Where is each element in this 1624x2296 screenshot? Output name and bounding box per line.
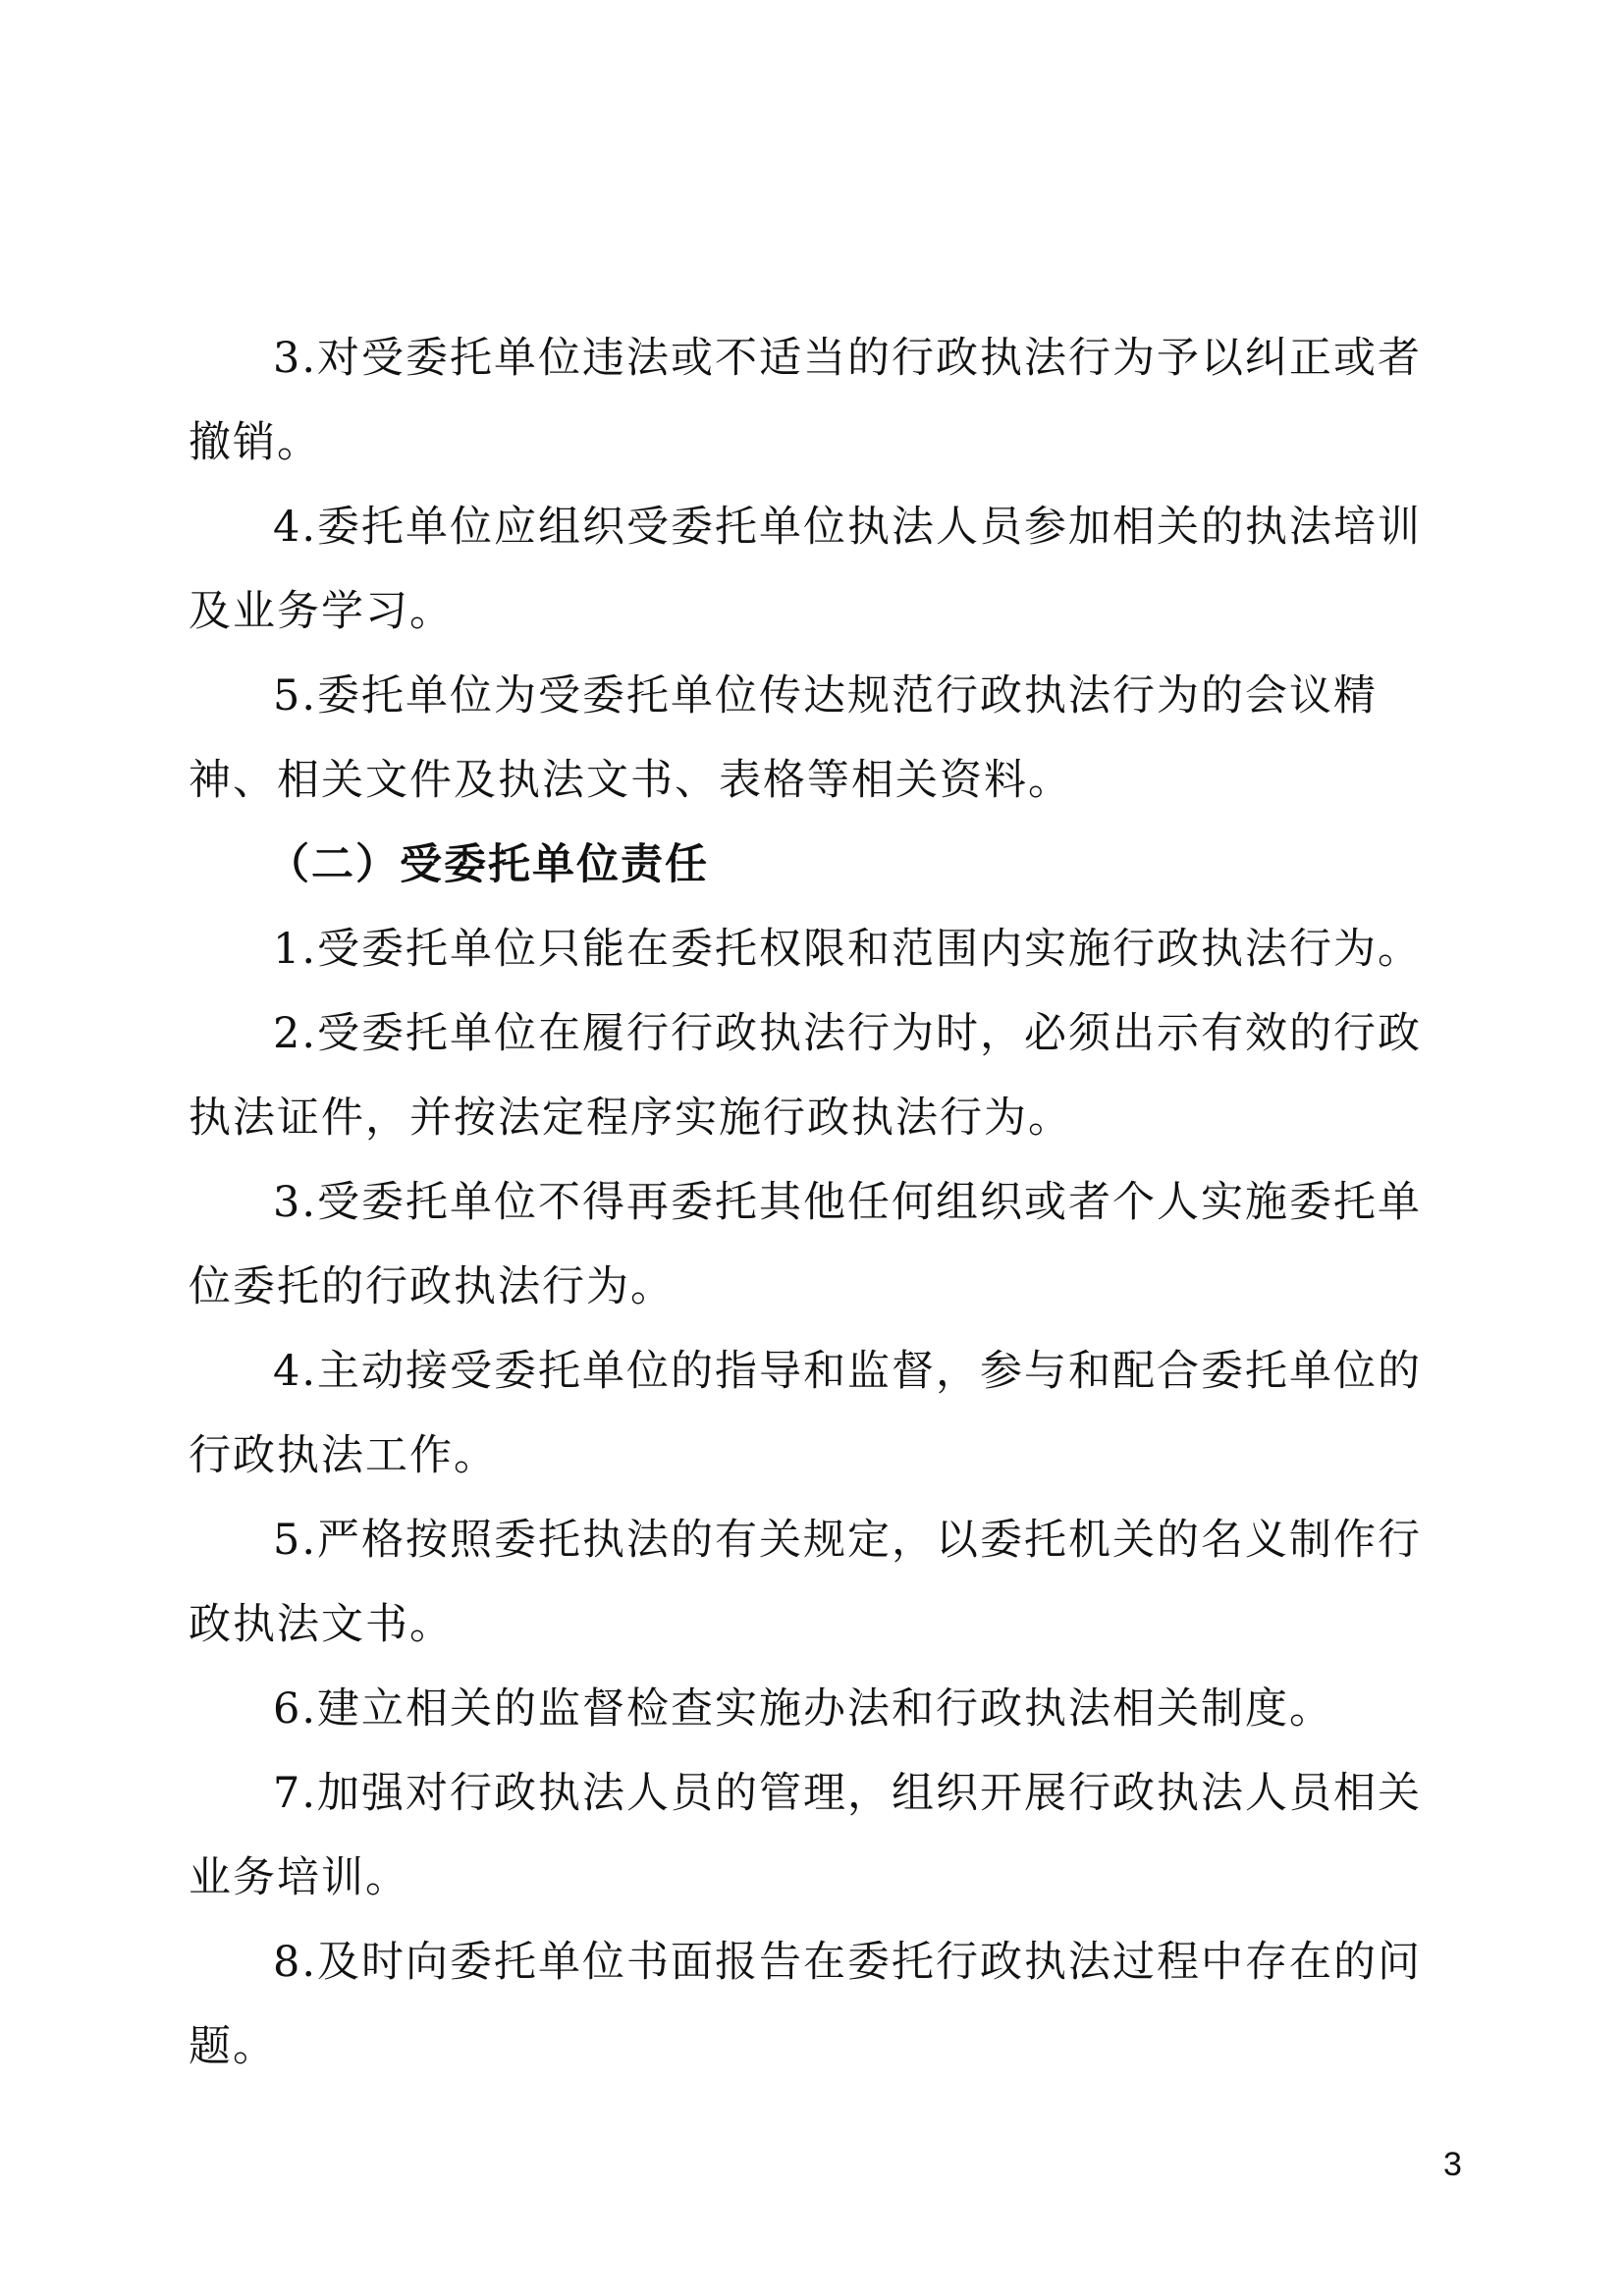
paragraph-entrusted-3: 3.受委托单位不得再委托其他任何组织或者个人实施委托单位委托的行政执法行为。 [189, 1178, 1423, 1311]
paragraph-entrusted-7: 7.加强对行政执法人员的管理，组织开展行政执法人员相关业务培训。 [189, 1769, 1423, 1902]
paragraph-entrusted-8: 8.及时向委托单位书面报告在委托行政执法过程中存在的问题。 [189, 1938, 1423, 2071]
paragraph-committer-5: 5.委托单位为受委托单位传达规范行政执法行为的会议精神、相关文件及执法文书、表格等相关资料。 [189, 671, 1379, 805]
paragraph-committer-3: 3.对受委托单位违法或不适当的行政执法行为予以纠正或者撤销。 [189, 334, 1423, 467]
paragraph-entrusted-2: 2.受委托单位在履行行政执法行为时，必须出示有效的行政执法证件，并按法定程序实施行政执法行为。 [189, 1009, 1423, 1143]
paragraph-entrusted-6: 6.建立相关的监督检查实施办法和行政执法相关制度。 [273, 1684, 1334, 1734]
document-body [189, 316, 1465, 2089]
paragraph-entrusted-1: 1.受委托单位只能在委托权限和范围内实施行政执法行为。 [273, 925, 1423, 974]
page-number: 3 [1443, 2146, 1462, 2183]
paragraph-entrusted-4: 4.主动接受委托单位的指导和监督，参与和配合委托单位的行政执法工作。 [189, 1347, 1423, 1480]
paragraph-committer-4: 4.委托单位应组织受委托单位执法人员参加相关的执法培训及业务学习。 [189, 503, 1423, 636]
paragraph-entrusted-5: 5.严格按照委托执法的有关规定，以委托机关的名义制作行政执法文书。 [189, 1516, 1423, 1649]
section-heading-entrusted-responsibility: （二）受委托单位责任 [267, 840, 709, 889]
